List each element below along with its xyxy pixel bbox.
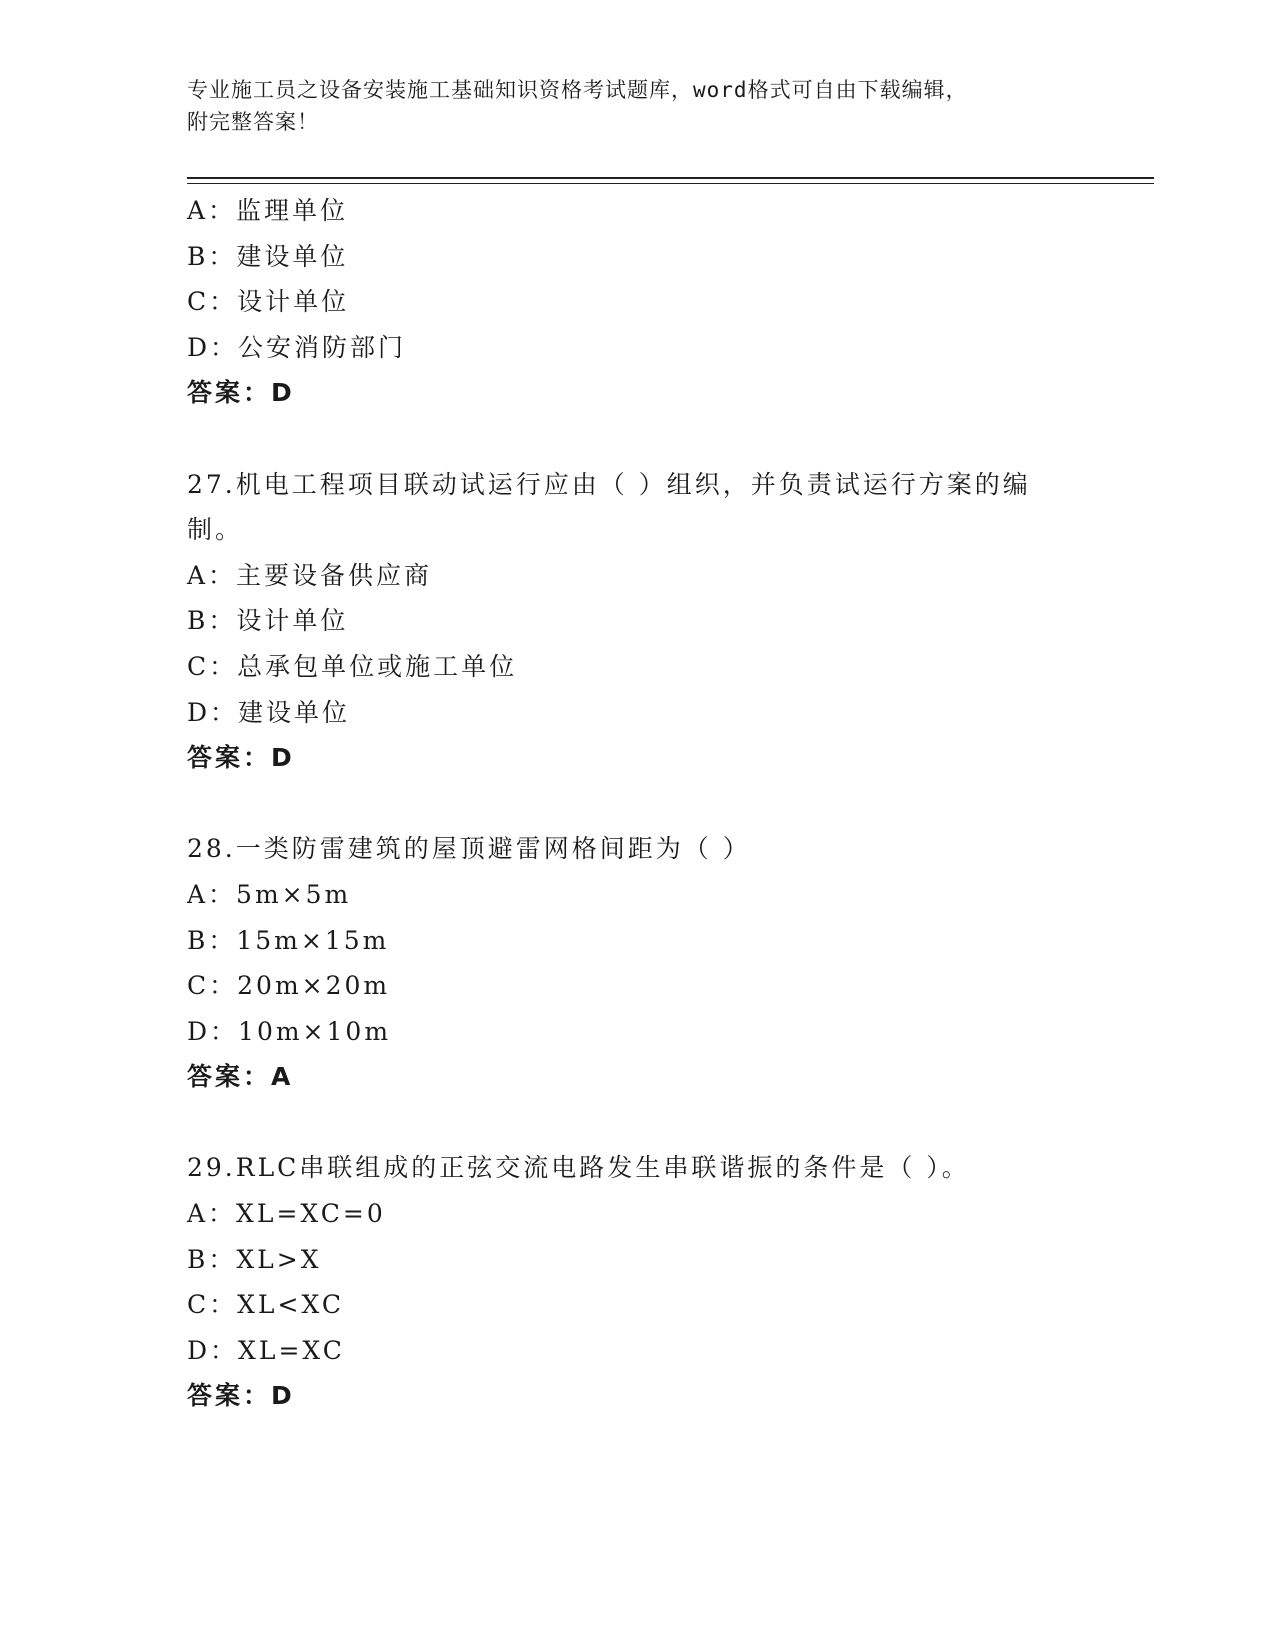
question-stem: 27.机电工程项目联动试运行应由（ ）组织，并负责试运行方案的编 — [187, 469, 1031, 499]
option-d: D：XL=XC — [187, 1335, 345, 1365]
header-rule-thick — [187, 177, 1154, 179]
option-b: B：建设单位 — [187, 241, 349, 271]
option-a: A：5m×5m — [187, 879, 352, 909]
answer: 答案：D — [187, 1381, 295, 1411]
option-a: A：主要设备供应商 — [187, 560, 433, 590]
option-b: B：15m×15m — [187, 925, 390, 955]
option-d: D：10m×10m — [187, 1016, 392, 1046]
option-d: D：建设单位 — [187, 697, 351, 727]
question-stem: 29.RLC串联组成的正弦交流电路发生串联谐振的条件是（ ）。 — [187, 1153, 970, 1183]
document-header — [187, 74, 1067, 138]
spacer — [187, 1100, 1087, 1146]
question-27 — [187, 462, 1087, 781]
header-rule-thin — [187, 183, 1154, 184]
spacer — [187, 781, 1087, 827]
answer: 答案：D — [187, 743, 295, 773]
question-29 — [187, 1145, 1087, 1419]
question-28 — [187, 826, 1087, 1100]
header-line-2: 附完整答案！ — [187, 110, 319, 134]
answer: 答案：A — [187, 1062, 294, 1092]
answer: 答案：D — [187, 378, 295, 408]
option-b: B：设计单位 — [187, 606, 349, 636]
option-c: C：总承包单位或施工单位 — [187, 651, 518, 681]
header-line-1: 专业施工员之设备安装施工基础知识资格考试题库，word格式可自由下载编辑， — [187, 78, 968, 102]
option-d: D：公安消防部门 — [187, 332, 407, 362]
option-c: C：XL<XC — [187, 1290, 344, 1320]
question-26-block — [187, 188, 1087, 416]
option-a: A：XL=XC=0 — [187, 1199, 386, 1229]
question-list — [187, 188, 1087, 1419]
option-a: A：监理单位 — [187, 196, 349, 225]
option-b: B：XL>X — [187, 1244, 322, 1274]
question-stem-continued: 制。 — [187, 515, 244, 545]
option-c: C：设计单位 — [187, 287, 350, 317]
spacer — [187, 416, 1087, 462]
question-stem: 28.一类防雷建筑的屋顶避雷网格间距为（ ） — [187, 834, 751, 864]
option-c: C：20m×20m — [187, 971, 391, 1001]
